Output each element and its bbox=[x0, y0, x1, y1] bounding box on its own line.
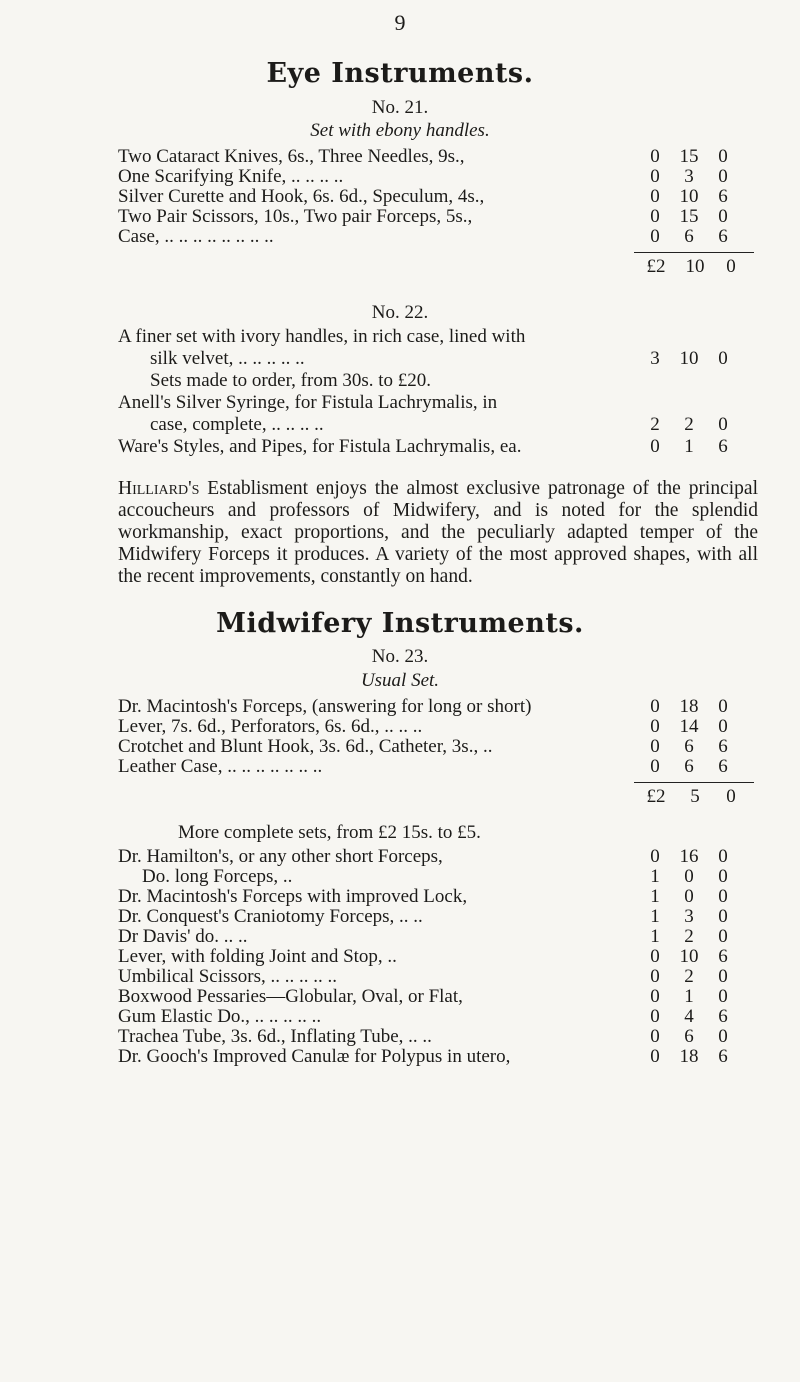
paragraph-lead: Hilliard's bbox=[118, 478, 200, 499]
price-row bbox=[118, 226, 758, 248]
item-description: Dr Davis' do. .. .. bbox=[118, 926, 248, 947]
item-description: Trachea Tube, 3s. 6d., Inflating Tube, .. .. bbox=[118, 1026, 432, 1047]
price-row bbox=[118, 846, 758, 868]
price-row bbox=[118, 946, 758, 968]
item-continuation: case, complete, .. .. .. .. bbox=[150, 414, 324, 435]
price-row bbox=[118, 326, 758, 348]
note-row bbox=[118, 370, 758, 392]
no-23-label: No. 23. bbox=[371, 646, 429, 667]
item-description: Dr. Macintosh's Forceps with improved Lock, bbox=[118, 886, 468, 907]
price-row bbox=[118, 1026, 758, 1048]
item-price: 0 4 6 bbox=[650, 1006, 728, 1027]
price-row bbox=[118, 186, 758, 208]
page-number: 9 bbox=[394, 10, 406, 35]
no-23-subtitle: Usual Set. bbox=[360, 670, 440, 691]
price-row bbox=[118, 392, 758, 414]
midwifery-instruments-heading: Midwifery Instruments. bbox=[216, 608, 584, 639]
price-row bbox=[118, 866, 758, 888]
price-row bbox=[118, 206, 758, 228]
price-row bbox=[118, 966, 758, 988]
total-rule bbox=[634, 782, 754, 783]
item-description: Anell's Silver Syringe, for Fistula Lachrymalis, in bbox=[118, 392, 498, 413]
item-description: Boxwood Pessaries—Globular, Oval, or Flat, bbox=[118, 986, 463, 1007]
item-price: 1 2 0 bbox=[650, 926, 728, 947]
item-price: 0 6 6 bbox=[650, 756, 728, 777]
no-22-label: No. 22. bbox=[371, 302, 429, 323]
item-price: 0 2 0 bbox=[650, 966, 728, 987]
item-description: Umbilical Scissors, .. .. .. .. .. bbox=[118, 966, 338, 987]
item-description: A finer set with ivory handles, in rich case, lined with bbox=[118, 326, 526, 347]
complete-sets-note: More complete sets, from £2 15s. to £5. bbox=[178, 822, 481, 843]
item-description: Crotchet and Blunt Hook, 3s. 6d., Catheter, 3s., .. bbox=[118, 736, 493, 757]
price-row bbox=[118, 436, 758, 458]
item-price: 0 16 0 bbox=[650, 846, 728, 867]
no-21-subtitle: Set with ebony handles. bbox=[310, 120, 490, 141]
note-row bbox=[118, 822, 758, 844]
item-price: 0 1 0 bbox=[650, 986, 728, 1007]
item-price: 0 18 6 bbox=[650, 1046, 728, 1067]
no-23-total: £2 5 0 bbox=[646, 786, 736, 807]
price-row bbox=[118, 986, 758, 1008]
item-description: Leather Case, .. .. .. .. .. .. .. bbox=[118, 756, 323, 777]
price-row bbox=[118, 756, 758, 778]
item-price: 0 10 6 bbox=[650, 946, 728, 967]
item-price: 0 14 0 bbox=[650, 716, 728, 737]
item-price: 0 18 0 bbox=[650, 696, 728, 717]
item-description: Dr. Gooch's Improved Canulæ for Polypus in utero, bbox=[118, 1046, 511, 1067]
item-description: Two Cataract Knives, 6s., Three Needles, 9s., bbox=[118, 146, 465, 167]
item-description: Lever, 7s. 6d., Perforators, 6s. 6d., .. .. .. bbox=[118, 716, 423, 737]
item-description: Two Pair Scissors, 10s., Two pair Forceps, 5s., bbox=[118, 206, 473, 227]
item-price: 0 15 0 bbox=[650, 146, 728, 167]
item-description: Do. long Forceps, .. bbox=[142, 866, 293, 887]
item-description: Dr. Hamilton's, or any other short Forceps, bbox=[118, 846, 443, 867]
price-row bbox=[118, 414, 758, 436]
item-price: 0 6 6 bbox=[650, 226, 728, 247]
item-price: 3 10 0 bbox=[650, 348, 728, 369]
price-row bbox=[118, 146, 758, 168]
item-price: 0 15 0 bbox=[650, 206, 728, 227]
no-21-total: £2 10 0 bbox=[646, 256, 736, 277]
item-description: Sets made to order, from 30s. to £20. bbox=[150, 370, 432, 391]
item-description: Dr. Conquest's Craniotomy Forceps, .. .. bbox=[118, 906, 423, 927]
item-description: Ware's Styles, and Pipes, for Fistula Lachrymalis, ea. bbox=[118, 436, 522, 457]
paragraph-body: Establisment enjoys the almost exclusive patronage of the principal accoucheurs and professors of Midwifery, and is noted for the splendid workmanship, exact proportions, and the peculiarly adapted temper of the Midwifery Forceps it produces. A variety of the most approved shapes, with all the recent improvements, constantly on hand. bbox=[118, 478, 758, 587]
hilliard-paragraph bbox=[118, 478, 758, 588]
item-price: 2 2 0 bbox=[650, 414, 728, 435]
price-row bbox=[118, 736, 758, 758]
item-description: Dr. Macintosh's Forceps, (answering for long or short) bbox=[118, 696, 532, 717]
price-row bbox=[118, 886, 758, 908]
item-price: 1 3 0 bbox=[650, 906, 728, 927]
price-row bbox=[118, 696, 758, 718]
no-21-label: No. 21. bbox=[371, 97, 429, 118]
item-description: Gum Elastic Do., .. .. .. .. .. bbox=[118, 1006, 322, 1027]
item-price: 1 0 0 bbox=[650, 866, 728, 887]
item-continuation: silk velvet, .. .. .. .. .. bbox=[150, 348, 305, 369]
item-price: 0 6 0 bbox=[650, 1026, 728, 1047]
item-description: One Scarifying Knife, .. .. .. .. bbox=[118, 166, 344, 187]
item-price: 1 0 0 bbox=[650, 886, 728, 907]
price-row bbox=[118, 716, 758, 738]
item-price: 0 3 0 bbox=[650, 166, 728, 187]
price-row bbox=[118, 166, 758, 188]
price-row bbox=[118, 926, 758, 948]
item-description: Silver Curette and Hook, 6s. 6d., Speculum, 4s., bbox=[118, 186, 485, 207]
price-row bbox=[118, 348, 758, 370]
eye-instruments-heading: Eye Instruments. bbox=[266, 58, 534, 89]
item-price: 0 10 6 bbox=[650, 186, 728, 207]
price-row bbox=[118, 906, 758, 928]
item-description: Case, .. .. .. .. .. .. .. .. bbox=[118, 226, 274, 247]
item-price: 0 1 6 bbox=[650, 436, 728, 457]
price-row bbox=[118, 1006, 758, 1028]
item-description: Lever, with folding Joint and Stop, .. bbox=[118, 946, 397, 967]
total-rule bbox=[634, 252, 754, 253]
price-row bbox=[118, 1046, 758, 1068]
item-price: 0 6 6 bbox=[650, 736, 728, 757]
